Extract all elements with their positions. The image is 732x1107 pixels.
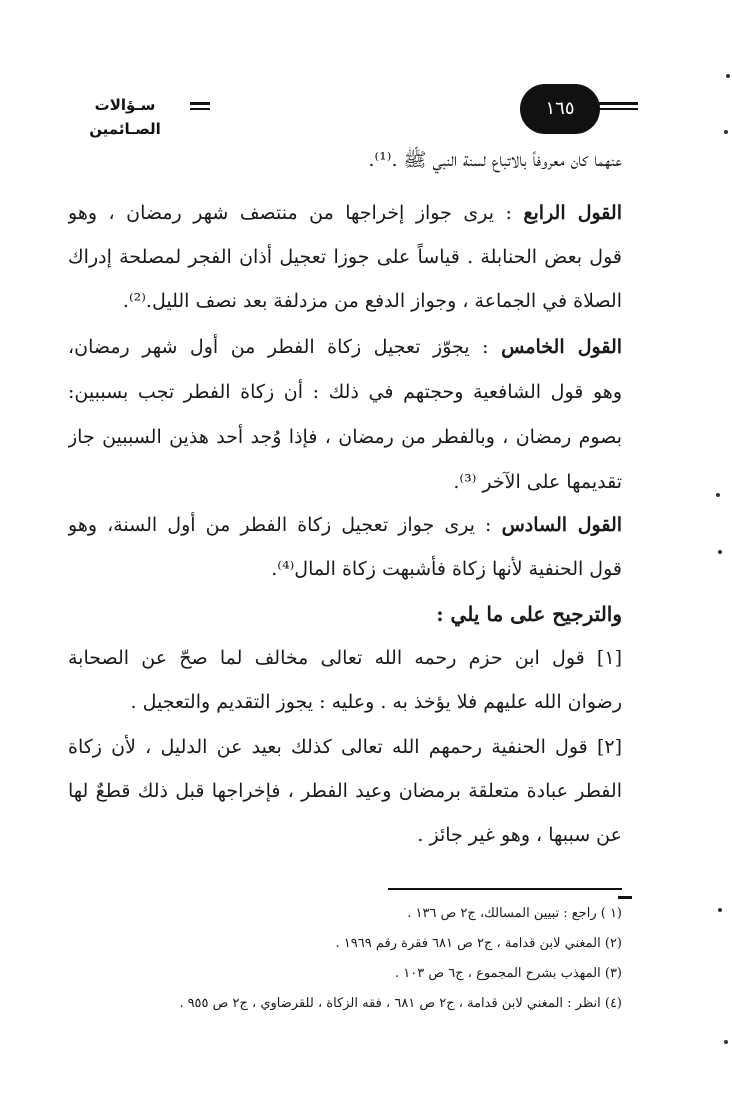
- text-line: وهو قول الشافعية وحجتهم في ذلك : أن زكاة الفطر تجب بسببين:: [68, 381, 622, 403]
- header-rule-thick: [190, 102, 210, 105]
- text-line: قول الحنفية لأنها زكاة فأشبهت زكاة المال⁽⁴⁾.: [271, 558, 622, 580]
- footnote: (٢) المغني لابن قدامة ، ج٢ ص ٦٨١ فقرة رقم ١٩٦٩ .: [335, 936, 622, 951]
- scan-speck: [724, 1040, 728, 1044]
- header-rule-thin: [190, 108, 210, 110]
- text-line: قول بعض الحنابلة . قياساً على جوزا تعجيل أذان الفجر لمصلحة إدراك: [68, 246, 622, 268]
- text-line: [68, 194, 622, 232]
- footnote: (١ ) راجع : تبيين المسالك، ج٢ ص ١٣٦ .: [407, 906, 622, 921]
- text-line: الفطر عبادة متعلقة برمضان وعيد الفطر ، فإخراجها قبل ذلك قطعٌ لها: [68, 780, 622, 802]
- text-line: الصلاة في الجماعة ، وجواز الدفع من مزدلفة بعد نصف الليل.⁽²⁾.: [122, 290, 622, 312]
- text-line: [68, 506, 622, 544]
- text-span: : يجوّز تعجيل زكاة الفطر من أول شهر رمضان،: [68, 336, 489, 358]
- header-rule-right-thick: [598, 102, 638, 105]
- footnote: (٣) المهذب بشرح المجموع ، ج٦ ص ١٠٣ .: [395, 966, 622, 981]
- footnote: (٤) انظر : المغني لابن قدامة ، ج٢ ص ٦٨١ ، فقه الزكاة ، للقرضاوي ، ج٢ ص ٩٥٥ .: [179, 996, 622, 1011]
- text-span: : يرى جواز إخراجها من منتصف شهر رمضان ، وهو: [68, 202, 512, 224]
- text-line: عنهما كان معروفاً بالاتباع لسنة النبي ﷺ .⁽¹⁾.: [368, 149, 622, 171]
- paragraph-label: القول الخامس: [501, 336, 622, 358]
- scan-speck: [724, 130, 728, 134]
- scan-speck: [716, 493, 720, 497]
- text-line: [١] قول ابن حزم رحمه الله تعالى مخالف لما صحّ عن الصحابة: [68, 647, 622, 669]
- scan-speck: [718, 550, 722, 554]
- page-number: ١٦٥: [545, 98, 575, 119]
- running-title: سـؤالات الصـائمين: [89, 96, 161, 138]
- footnote-separator: [388, 888, 622, 890]
- text-span: : يرى جواز تعجيل زكاة الفطر من أول السنة، وهو: [68, 514, 492, 536]
- scan-speck: [726, 74, 730, 78]
- text-line: [68, 328, 622, 366]
- text-line: [٢] قول الحنفية رحمهم الله تعالى كذلك بعيد عن الدليل ، لأن زكاة: [68, 736, 622, 758]
- paragraph-label: القول السادس: [501, 514, 622, 536]
- text-line: بصوم رمضان ، وبالفطر من رمضان ، فإذا وُجد أحد هذين السببين جاز: [68, 426, 622, 448]
- header-rule-right-thin: [598, 108, 638, 110]
- text-line: عن سببها ، وهو غير جائز .: [417, 824, 622, 846]
- section-heading: والترجيح على ما يلي :: [436, 602, 622, 626]
- paragraph-label: القول الرابع: [523, 202, 622, 224]
- scan-speck: [718, 908, 722, 912]
- text-line: تقديمها على الآخر ⁽³⁾.: [453, 471, 622, 493]
- text-line: رضوان الله عليهم فلا يؤخذ به . وعليه : يجوز التقديم والتعجيل .: [130, 691, 622, 713]
